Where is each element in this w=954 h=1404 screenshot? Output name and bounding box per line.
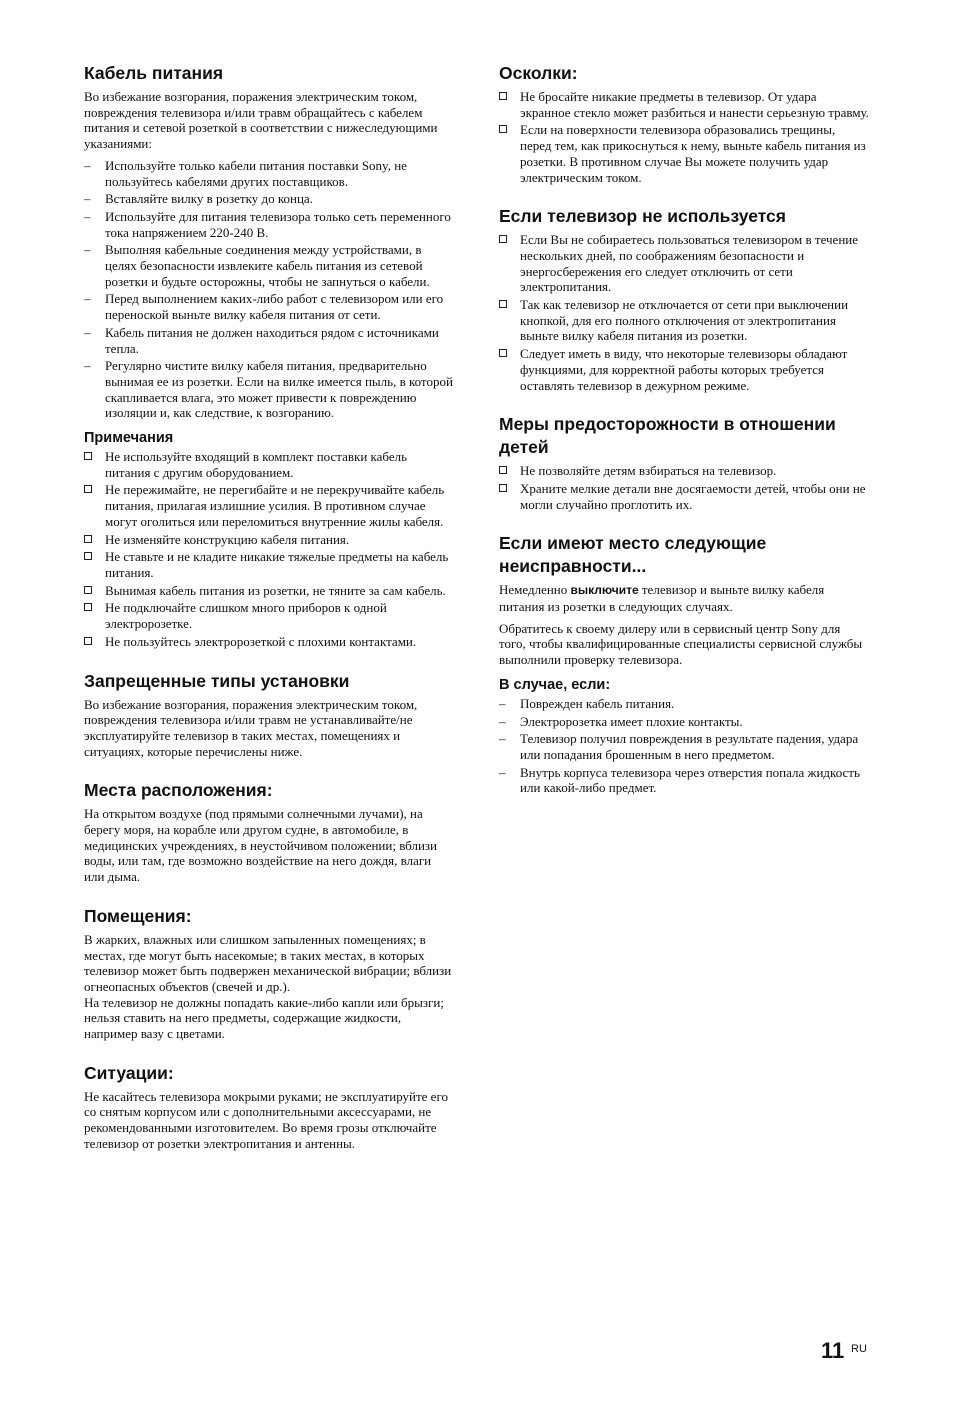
- dash-marker: –: [84, 208, 91, 224]
- list-item: Не подключайте слишком много приборов к одной электророзетке.: [84, 600, 454, 631]
- list-item: – Электророзетка имеет плохие контакты.: [499, 713, 743, 729]
- section-title-unused: Если телевизор не используется: [499, 206, 786, 227]
- section-title-malfunctions: Если имеют место следующие неисправности...: [499, 533, 767, 577]
- list-item: – Используйте для питания телевизора только сеть переменного тока напряжением 220-240 В.: [84, 208, 451, 240]
- list-item: Не изменяйте конструкцию кабеля питания.: [84, 532, 454, 548]
- list-item: – Телевизор получил повреждения в результате падения, удара или попадания брошенным в него предметом.: [499, 731, 859, 762]
- checkbox-icon: [499, 484, 507, 492]
- checkbox-icon: [84, 552, 92, 560]
- children-list: [499, 463, 869, 512]
- dash-marker: –: [84, 358, 91, 374]
- section-power-cable: [84, 62, 454, 650]
- dash-marker: –: [499, 764, 506, 780]
- list-item: Не пережимайте, не перегибайте и не перекручивайте кабель питания, прилагая излишние усилия. В противном случае могут оголиться или переломиться внутренние жилы кабеля.: [84, 482, 454, 529]
- dash-marker: –: [84, 324, 91, 340]
- checkbox-icon: [84, 535, 92, 543]
- checkbox-icon: [499, 300, 507, 308]
- section-title-situations: Ситуации:: [84, 1062, 174, 1083]
- list-item: Не позволяйте детям взбираться на телевизор.: [499, 463, 869, 479]
- case-list: [499, 696, 869, 796]
- list-item: Так как телевизор не отключается от сети при выключении кнопкой, для его полного отключения от электропитания выньте вилку кабеля питания из розетки.: [499, 297, 869, 344]
- list-item: Храните мелкие детали вне досягаемости детей, чтобы они не могли случайно проглотить их.: [499, 481, 869, 512]
- section-title-fragments: Осколки:: [499, 63, 578, 83]
- section-unused: [499, 205, 869, 393]
- fragments-list: [499, 89, 869, 185]
- dash-marker: –: [84, 291, 91, 307]
- section-fragments: [499, 62, 869, 185]
- list-item: Если на поверхности телевизора образовались трещины, перед тем, как прикоснуться к нему, выньте кабель питания из розетки. В противном случае Вы можете получить удар электрическим током.: [499, 122, 869, 185]
- section-malfunctions: [499, 532, 869, 796]
- list-item: – Используйте только кабели питания поставки Sony, не пользуйтесь кабелями других поставщиков.: [84, 157, 407, 189]
- checkbox-icon: [84, 586, 92, 594]
- section-children: [499, 413, 869, 512]
- dash-marker: –: [499, 713, 506, 729]
- case-title: В случае, если:: [499, 676, 611, 693]
- list-item: Если Вы не собираетесь пользоваться телевизором в течение нескольких дней, по соображениям безопасности и энергосбережения его следует отключить от сети электропитания.: [499, 232, 869, 295]
- rooms-text-1: В жарких, влажных или слишком запыленных помещениях; в местах, где могут быть насекомые; в таких местах, в которых телевизор может быть подвержен механической вибрации; вблизи огнеопасных объектов (свечей и др.).: [84, 931, 452, 994]
- right-column: [499, 62, 869, 816]
- list-item: – Кабель питания не должен находиться рядом с источниками тепла.: [84, 324, 439, 356]
- malfunctions-text-2: Обратитесь к своему дилеру или в сервисный центр Sony для того, чтобы квалифицированные специалисты сервисной службы выполнили проверку телевизора.: [499, 620, 863, 668]
- list-item: – Вставляйте вилку в розетку до конца.: [84, 191, 313, 207]
- section-situations: [84, 1062, 454, 1152]
- list-item: Не ставьте и не кладите никакие тяжелые предметы на кабель питания.: [84, 549, 454, 580]
- rooms-text-2: На телевизор не должны попадать какие-либо капли или брызги; нельзя ставить на него предметы, содержащие жидкости, например вазу с цветами.: [84, 994, 444, 1042]
- section-forbidden: [84, 670, 454, 760]
- section-title-rooms: Помещения:: [84, 905, 192, 926]
- power-cable-intro: Во избежание возгорания, поражения электрическим током, повреждения телевизора и/или травм обращайтесь с кабелем питания и сетевой розеткой в соответствии с нижеследующими указаниями:: [84, 89, 438, 152]
- checkbox-icon: [84, 603, 92, 611]
- list-item: Следует иметь в виду, что некоторые телевизоры обладают функциями, для корректной работы которых требуется оставлять телевизор в дежурном режиме.: [499, 346, 869, 393]
- situations-text: Не касайтесь телевизора мокрыми руками; не эксплуатируйте его со снятым корпусом или с дополнительными аксессуарами, не рекомендованными изготовителем. Во время грозы отключайте телевизор от розетки электропитания и антенны.: [84, 1088, 448, 1151]
- switch-off-emphasis: выключите: [570, 583, 639, 598]
- section-title-power-cable: Кабель питания: [84, 63, 224, 83]
- list-item: – Поврежден кабель питания.: [499, 695, 675, 711]
- notes-title: Примечания: [84, 430, 174, 447]
- section-title-locations: Места расположения:: [84, 780, 273, 801]
- list-item: Не используйте входящий в комплект поставки кабель питания с другим оборудованием.: [84, 449, 454, 480]
- list-item: – Перед выполнением каких-либо работ с телевизором или его переноской выньте вилку кабеля питания от сети.: [84, 291, 444, 323]
- locations-text: На открытом воздухе (под прямыми солнечными лучами), на берегу моря, на корабле или другом судне, в автомобиле, в медицинских учреждениях, в неустойчивом положении; вблизи воды, или там, где возможно воздействие на него дождя, влаги или дыма.: [84, 806, 437, 885]
- forbidden-text: Во избежание возгорания, поражения электрическим током, повреждения телевизора и/или травм не устанавливайте/не эксплуатируйте телевизор в таких местах, помещениях и ситуациях, которые перечислены ниже.: [84, 696, 418, 759]
- dash-marker: –: [84, 157, 91, 173]
- dash-marker: –: [84, 242, 91, 258]
- list-item: – Регулярно чистите вилку кабеля питания, предварительно вынимая ее из розетки. Если на вилке имеется пыль, в которой скапливается влага, это может привести к повреждению изоляции и, как следствие, к возгоранию.: [84, 358, 453, 421]
- section-title-children: Меры предосторожности в отношении детей: [499, 414, 836, 458]
- unused-list: [499, 232, 869, 393]
- list-item: Не пользуйтесь электророзеткой с плохими контактами.: [84, 634, 454, 650]
- page-number: 11: [821, 1338, 845, 1363]
- malfunctions-text-1: Немедленно выключите телевизор и выньте вилку кабеля питания из розетки в следующих случаях.: [499, 582, 825, 615]
- list-item: – Выполняя кабельные соединения между устройствами, в целях безопасности извлеките кабель питания из сетевой розетки и будьте осторожны, чтобы не запнуться о кабели.: [84, 242, 430, 289]
- list-item: Вынимая кабель питания из розетки, не тяните за сам кабель.: [84, 583, 454, 599]
- dash-marker: –: [499, 731, 506, 747]
- checkbox-icon: [499, 92, 507, 100]
- list-item: Не бросайте никакие предметы в телевизор. От удара экранное стекло может разбиться и нанести серьезную травму.: [499, 89, 869, 120]
- section-title-forbidden: Запрещенные типы установки: [84, 670, 350, 691]
- checkbox-icon: [499, 125, 507, 133]
- checkbox-icon: [84, 452, 92, 460]
- checkbox-icon: [499, 466, 507, 474]
- left-column: [84, 62, 454, 1172]
- checkbox-icon: [84, 485, 92, 493]
- dash-marker: –: [499, 695, 506, 711]
- section-locations: [84, 779, 454, 885]
- dash-marker: –: [84, 191, 91, 207]
- section-rooms: [84, 905, 454, 1042]
- checkbox-icon: [499, 235, 507, 243]
- list-item: – Внутрь корпуса телевизора через отверстия попала жидкость или какой-либо предмет.: [499, 764, 860, 796]
- notes-list: [84, 449, 454, 649]
- page-language-code: RU: [851, 1343, 867, 1355]
- power-cable-list: [84, 158, 454, 421]
- checkbox-icon: [84, 637, 92, 645]
- checkbox-icon: [499, 349, 507, 357]
